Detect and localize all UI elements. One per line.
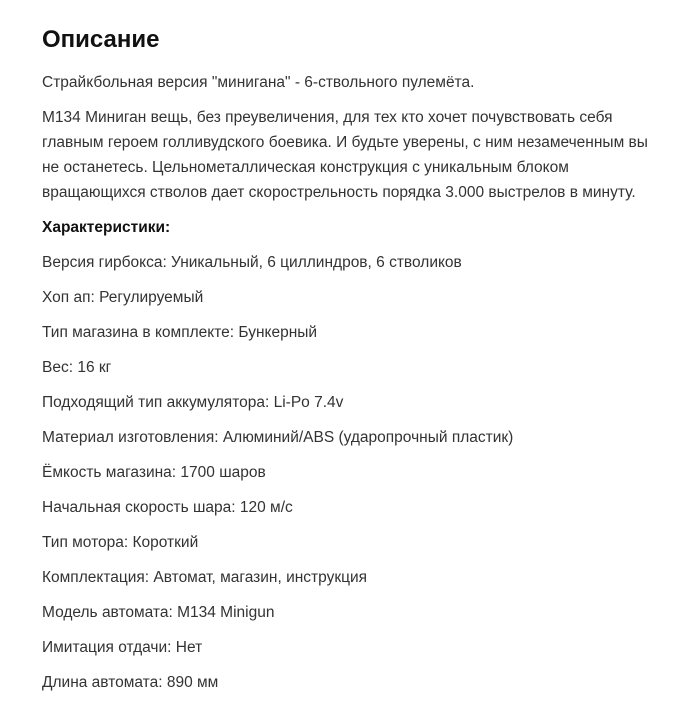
description-line: не останетесь. Цельнометаллическая конструкция с уникальным блоком (42, 159, 569, 176)
description-line: M134 Миниган вещь, без преувеличения, для тех кто хочет почувствовать себя (42, 109, 613, 126)
spec-item: Длина автомата: 890 мм (42, 674, 219, 691)
spec-item: Подходящий тип аккумулятора: Li-Po 7.4v (42, 394, 344, 411)
spec-item: Хоп ап: Регулируемый (42, 289, 204, 306)
spec-item: Тип мотора: Короткий (42, 534, 199, 551)
spec-item: Начальная скорость шара: 120 м/с (42, 499, 293, 516)
spec-item: Ёмкость магазина: 1700 шаров (42, 464, 266, 481)
spec-item: Вес: 16 кг (42, 359, 112, 376)
spec-item: Версия гирбокса: Уникальный, 6 циллиндров, 6 стволиков (42, 254, 462, 271)
spec-item: Модель автомата: M134 Minigun (42, 604, 275, 621)
spec-item: Комплектация: Автомат, магазин, инструкция (42, 569, 368, 586)
description-line: вращающихся стволов дает скорострельность порядка 3.000 выстрелов в минуту. (42, 184, 636, 201)
description-line: главным героем голливудского боевика. И будьте уверены, с ним незамеченным вы (42, 134, 648, 151)
description-intro: Страйкбольная версия "минигана" - 6-ствольного пулемёта. (42, 74, 475, 91)
spec-item: Материал изготовления: Алюминий/ABS (ударопрочный пластик) (42, 429, 514, 446)
description-paragraph (42, 105, 648, 205)
spec-item: Имитация отдачи: Нет (42, 639, 203, 656)
description-title: Описание (42, 26, 160, 53)
specs-title: Характеристики: (42, 219, 171, 236)
spec-item: Тип магазина в комплекте: Бункерный (42, 324, 318, 341)
